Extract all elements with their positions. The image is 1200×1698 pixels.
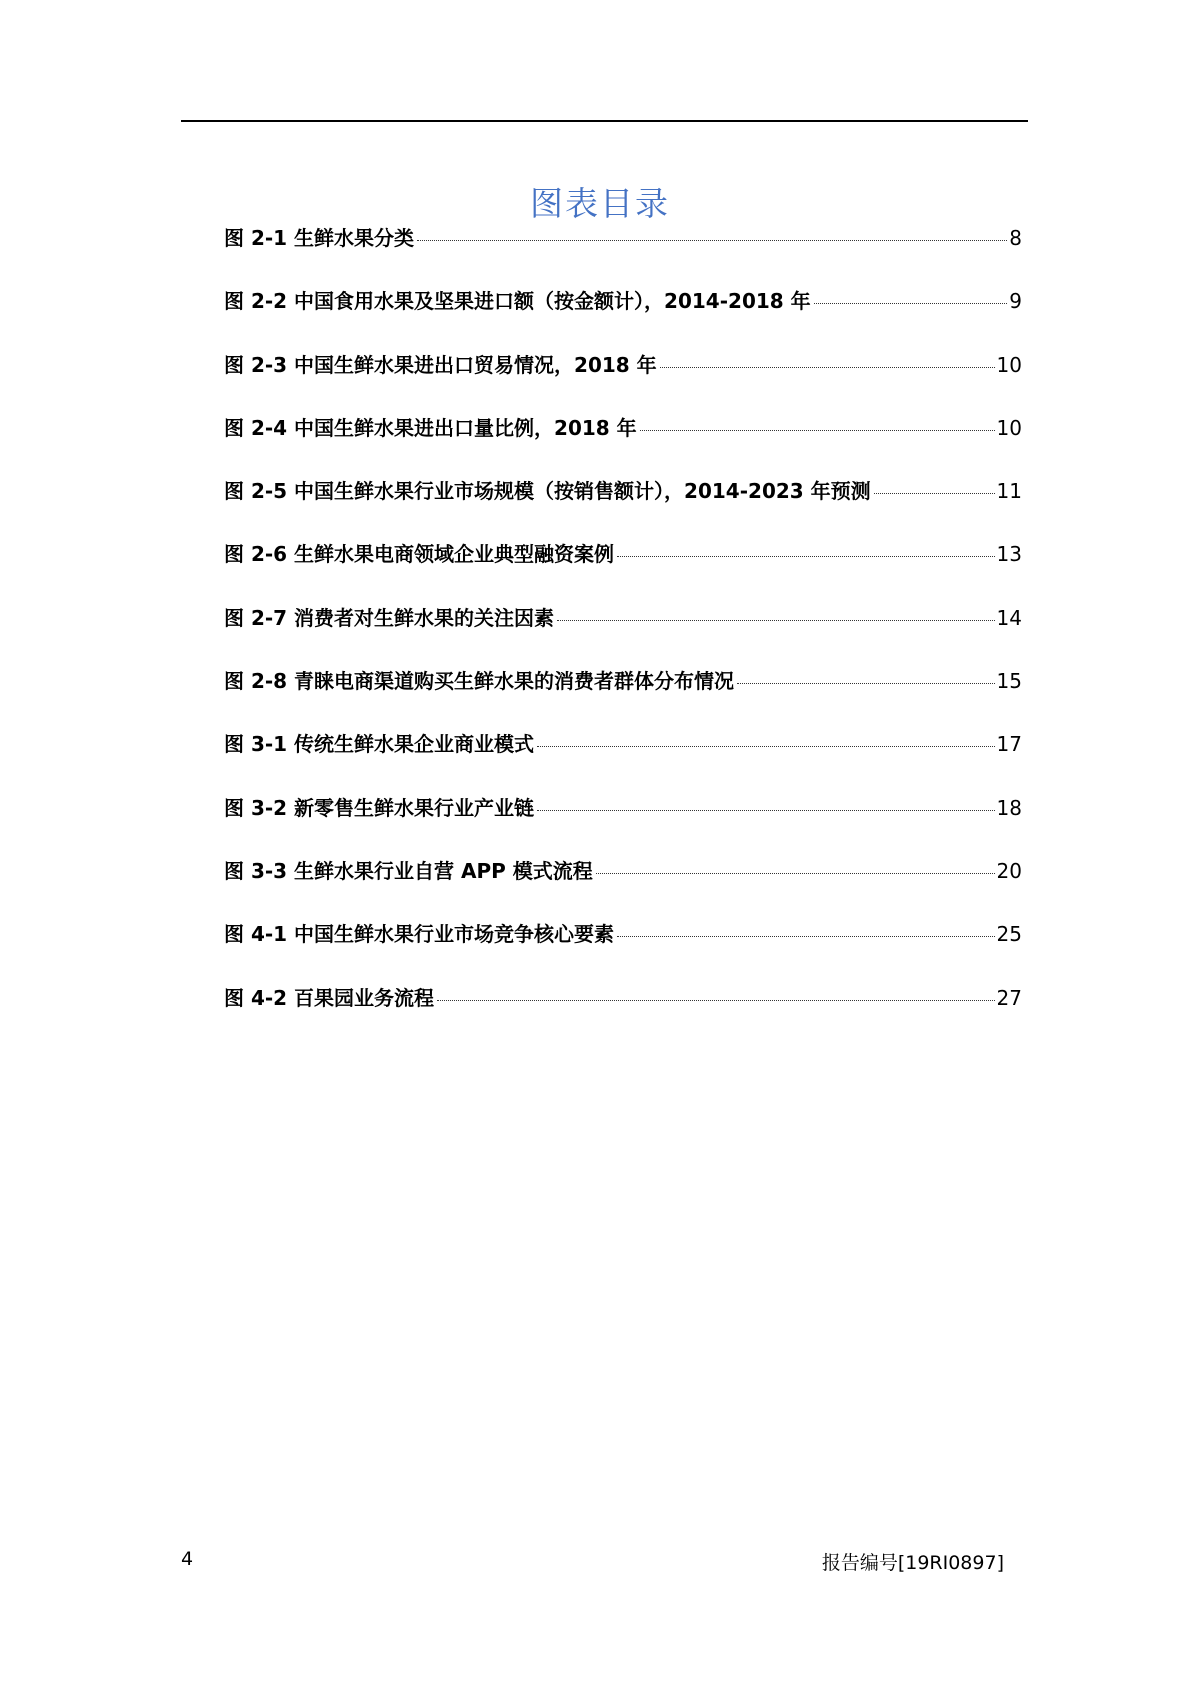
toc-dot-leader (537, 746, 994, 747)
toc-entry-label: 图 2-7 消费者对生鲜水果的关注因素 (224, 605, 555, 630)
toc-entry-label: 图 2-1 生鲜水果分类 (224, 226, 415, 250)
toc-entry-label: 图 2-3 中国生鲜水果进出口贸易情况，2018 年 (224, 352, 657, 377)
toc-dot-leader (737, 683, 994, 684)
toc-entry-label: 图 2-6 生鲜水果电商领域企业典型融资案例 (224, 542, 615, 567)
toc-entry-page-number: 17 (996, 732, 1022, 757)
toc-entry[interactable] (224, 349, 1022, 412)
toc-entry-page-number: 27 (996, 985, 1022, 1010)
toc-entry[interactable] (224, 728, 1022, 791)
toc-entry-label: 图 2-2 中国食用水果及坚果进口额（按金额计），2014-2018 年 (224, 289, 811, 314)
toc-list (224, 222, 1022, 1045)
toc-entry-page-number: 14 (996, 605, 1022, 630)
toc-entry[interactable] (224, 538, 1022, 601)
toc-entry[interactable] (224, 982, 1022, 1045)
toc-entry-page-number: 20 (996, 858, 1022, 883)
toc-entry-page-number: 10 (996, 415, 1022, 440)
toc-entry[interactable] (224, 665, 1022, 728)
toc-entry-label: 图 4-2 百果园业务流程 (224, 985, 435, 1010)
toc-entry-page-number: 8 (1009, 226, 1022, 250)
toc-entry[interactable] (224, 918, 1022, 981)
footer-page-number: 4 (181, 1548, 194, 1570)
toc-entry-page-number: 9 (1009, 289, 1022, 314)
toc-dot-leader (617, 936, 994, 937)
toc-entry-page-number: 11 (996, 479, 1022, 504)
toc-entry[interactable] (224, 475, 1022, 538)
toc-entry-page-number: 10 (996, 352, 1022, 377)
toc-entry[interactable] (224, 792, 1022, 855)
toc-dot-leader (437, 1000, 994, 1001)
toc-entry[interactable] (224, 855, 1022, 918)
toc-entry-label: 图 3-1 传统生鲜水果企业商业模式 (224, 732, 535, 757)
toc-entry-page-number: 15 (996, 669, 1022, 694)
header-rule (181, 120, 1028, 122)
toc-entry-label: 图 3-2 新零售生鲜水果行业产业链 (224, 795, 535, 820)
toc-entry-label: 图 4-1 中国生鲜水果行业市场竞争核心要素 (224, 922, 615, 947)
toc-entry-label: 图 2-5 中国生鲜水果行业市场规模（按销售额计），2014-2023 年预测 (224, 479, 871, 504)
toc-dot-leader (640, 430, 995, 431)
toc-entry-page-number: 25 (996, 922, 1022, 947)
toc-entry[interactable] (224, 602, 1022, 665)
toc-dot-leader (417, 240, 1007, 241)
toc-entry-label: 图 2-4 中国生鲜水果进出口量比例，2018 年 (224, 415, 637, 440)
toc-dot-leader (617, 556, 994, 557)
toc-dot-leader (557, 620, 994, 621)
toc-dot-leader (814, 303, 1008, 304)
toc-entry-label: 图 3-3 生鲜水果行业自营 APP 模式流程 (224, 858, 593, 883)
toc-entry-page-number: 13 (996, 542, 1022, 567)
toc-dot-leader (537, 810, 994, 811)
toc-dot-leader (874, 493, 995, 494)
toc-dot-leader (596, 873, 995, 874)
footer-report-number: 报告编号[19RI0897] (821, 1552, 1004, 1574)
toc-entry[interactable] (224, 412, 1022, 475)
toc-entry-label: 图 2-8 青睐电商渠道购买生鲜水果的消费者群体分布情况 (224, 669, 735, 694)
toc-entry-page-number: 18 (996, 795, 1022, 820)
toc-entry[interactable] (224, 222, 1022, 285)
page-title: 图表目录 (530, 184, 670, 224)
toc-entry[interactable] (224, 285, 1022, 348)
toc-dot-leader (660, 367, 995, 368)
